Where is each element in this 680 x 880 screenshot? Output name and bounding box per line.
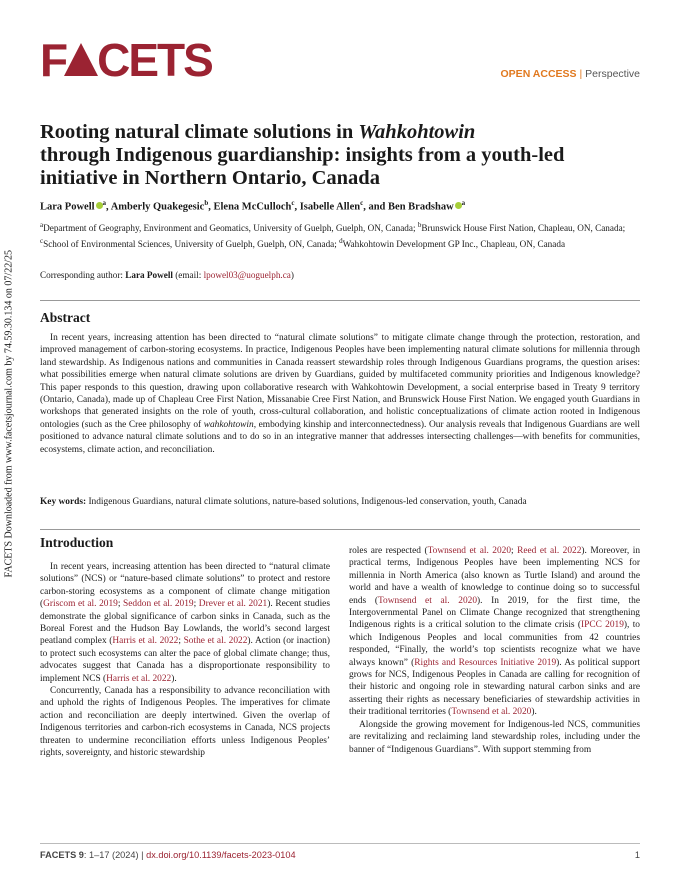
author-name: Amberly Quakegesic xyxy=(110,201,205,213)
citation-link[interactable]: Townsend et al. 2020 xyxy=(451,707,532,718)
footer-divider xyxy=(40,843,640,844)
citation-link[interactable]: Harris et al. 2022 xyxy=(106,673,172,684)
paragraph: Alongside the growing movement for Indigenous-led NCS, communities are revitalizing and reclaiming land stewardship roles, including under the banner of “Indigenous Guardians”. With support stemming from xyxy=(349,719,640,755)
orcid-icon[interactable] xyxy=(96,202,103,209)
orcid-icon[interactable] xyxy=(455,202,462,209)
open-access-label: OPEN ACCESS xyxy=(500,68,577,80)
article-title: Rooting natural climate solutions in Wahkohtowin through Indigenous guardianship: insights from a youth-led initiative in Northern Ontario, Canada xyxy=(40,121,565,189)
paragraph: roles are respected (Townsend et al. 2020; Reed et al. 2022). Moreover, in practical terms, Indigenous Peoples have been implementing NCS for millennia in North America (also known as Turtle Island) and around the world and have a wealth of knowledge to continue doing so to successful ends (Townsend et al. 2020). In 2019, for the first time, the Intergovernmental Panel on Climate Change recognized that strengthening Indigenous rights is a critical solution to the climate crisis (IPCC 2019), to which Indigenous Peoples and local communities from 42 countries responded, “Finally, the world’s top scientists recognize what we have always known” (Rights and Resources Initiative 2019). As political support grows for NCS, Indigenous Peoples in Canada are calling for recognition of their historic and ongoing role in stewarding natural carbon sinks and are asserting their rights as necessary beneficiaries of stewardship activities in their traditional territories (Townsend et al. 2020). xyxy=(349,546,641,718)
citation-link[interactable]: IPCC 2019 xyxy=(581,620,624,631)
doi-link[interactable]: dx.doi.org/10.1139/facets-2023-0104 xyxy=(146,850,296,860)
keywords: Key words: Indigenous Guardians, natural climate solutions, nature-based solutions, Indigenous-led conservation, youth, Canada xyxy=(40,497,527,507)
email-link[interactable]: lpowel03@uoguelph.ca xyxy=(203,270,291,280)
citation-link[interactable]: Rights and Resources Initiative 2019 xyxy=(414,657,557,668)
citation-link[interactable]: Townsend et al. 2020 xyxy=(377,595,478,606)
citation-link[interactable]: Harris et al. 2022 xyxy=(112,636,179,647)
page-footer: FACETS 9: 1–17 (2024) | dx.doi.org/10.1139/facets-2023-0104 1 xyxy=(40,850,640,860)
download-watermark xyxy=(0,250,18,670)
article-access-label xyxy=(501,68,640,80)
paragraph: In recent years, increasing attention has been directed to “natural climate solutions” (NCS) or “nature-based climate solutions” to protect and restore carbon-storing ecosystems as a component of climate change mitigation (Griscom et al. 2019; Seddon et al. 2019; Drever et al. 2021). Recent studies demonstrate the global significance of carbon sinks in Canada, such as the Boreal Forest and the Hudson Bay Lowlands, the world’s second largest peatland complex (Harris et al. 2022; Sothe et al. 2022). Action (or inaction) to protect such ecosystems can alter the pace of global climate change; thus, advocates suggest that Canada has a disproportionate responsibility to implement NCS (Harris et al. 2022). xyxy=(40,562,330,684)
download-watermark-text: FACETS Downloaded from www.facetsjournal.com by 74.59.30.134 on 07/22/25 xyxy=(3,250,15,578)
author-name: Ben Bradshaw xyxy=(388,201,454,213)
author-name: Isabelle Allen xyxy=(299,201,361,213)
introduction-heading: Introduction xyxy=(40,535,114,550)
header-separator: | xyxy=(579,68,583,80)
divider xyxy=(40,529,640,530)
affiliations: $^a$Department of Geography, Environment and Geomatics, University of Guelph, Guelph, ON, Canada; $^b$Brunswick House First Nation, Chapleau, ON, Canada; $^c$School of Environmental Sciences, University of Guelph, Guelph, ON, Canada; $^d$Wahkohtowin Development GP Inc., Chapleau, ON, Canada xyxy=(40,221,626,250)
body-column-left xyxy=(40,561,330,760)
article-type: Perspective xyxy=(585,68,640,80)
facets-logo: F CETS xyxy=(40,34,212,86)
citation-link[interactable]: Reed et al. 2022 xyxy=(517,546,582,556)
corresponding-author: Corresponding author: Lara Powell (email: lpowel03@uoguelph.ca) xyxy=(40,270,294,280)
author-list: Lara Powell $^a$, Amberly Quakegesic$^b$, Elena McCulloch$^c$, Isabelle Allen$^c$, and Ben Bradshaw $^a$ xyxy=(40,199,466,213)
abstract-text: In recent years, increasing attention has been directed to “natural climate solutions” to mitigate climate change through the protection, restoration, and improved management of carbon-storing ecosystems. In practice, Indigenous Peoples have been implementing natural climate solutions for millennia through land stewardship. As Indigenous nations and communities in Canada reassert stewardship roles through Indigenous Guardians programs, the question arises: what possibilities emerge when natural climate solutions are driven by Guardians, guided by multifaceted community priorities and Indigenous knowledge? This paper responds to this question, drawing upon collaborative research with Wahkohtowin Development, a social enterprise based in Treaty 9 territory (Ontario, Canada), made up of Chapleau Cree First Nation, Missanabie Cree First Nation, and Brunswick House First Nation. We engaged youth Guardians in workshops that generated insights on the role of youth, cross-cultural collaboration, and holistic conceptualizations of climate action rooted in Indigenous ontologies (such as the Cree philosophy of wahkohtowin, embodying kinship and interconnectedness). Our analysis reveals that Indigenous Guardians are well positioned to advance natural climate solutions and to do so in an integrative manner that addresses intersecting challenges—with benefits for communities, ecosystems, climate action, and reconciliation. xyxy=(40,333,641,455)
abstract-heading: Abstract xyxy=(40,310,91,325)
paragraph: Concurrently, Canada has a responsibility to advance reconciliation with and uphold the rights of Indigenous Peoples. The imperatives for climate action and reconciliation are deeply intertwined. Given the overlap of Indigenous territories and carbon-rich ecosystems in Canada, NCS projects threaten to undermine reconciliation efforts unless Indigenous Peoples’ rights, sovereignty, and historic stewardship xyxy=(40,686,330,759)
logo-triangle-a xyxy=(64,43,98,76)
citation-link[interactable]: Griscom et al. 2019 xyxy=(43,599,118,610)
citation-link[interactable]: Drever et al. 2021 xyxy=(198,599,268,610)
author-name: Lara Powell xyxy=(40,201,95,213)
divider xyxy=(40,300,640,301)
author-name: Elena McCulloch xyxy=(213,201,292,213)
citation-link[interactable]: Seddon et al. 2019 xyxy=(123,599,194,610)
citation-link[interactable]: Townsend et al. 2020 xyxy=(427,546,512,556)
body-column-right xyxy=(349,545,640,756)
citation-link[interactable]: Sothe et al. 2022 xyxy=(183,636,248,647)
page-number: 1 xyxy=(634,850,640,860)
